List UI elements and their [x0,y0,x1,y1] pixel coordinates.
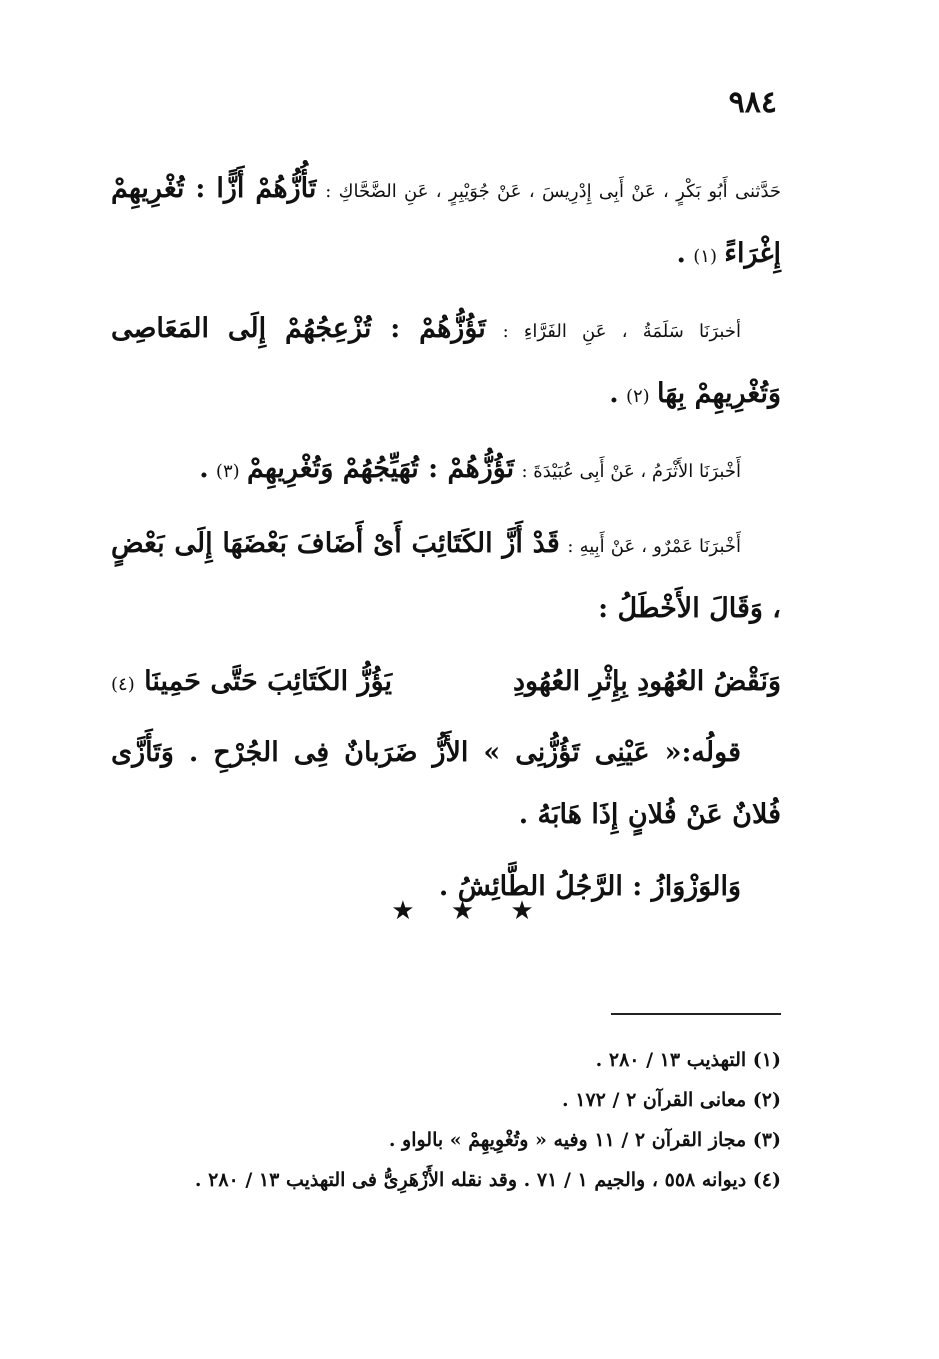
paragraph-dahhak [111,158,781,288]
footnote-ref: (٣) [215,461,240,482]
isnad-chain: أَخْبرَنَا عَمْرٌو ، عَنْ أَبِيهِ : [567,536,741,557]
footnote-item: (١) التهذيب ١٣ / ٢٨٠ . [595,1049,781,1071]
gloss-text: تَؤُزُّهُمْ : تُهَيِّجُهُمْ وَتُغْرِيهِمْ [246,453,515,484]
verse-second-hemistich [111,651,392,716]
paragraph-commentary [111,722,781,846]
page-number: ٩٨٤ [728,85,777,120]
isnad-chain: حَدَّثنى أَبُو بَكْرٍ ، عَنْ أَبِى إِدْرِيسَ ، عَنْ جُوَيْبِرٍ ، عَنِ الضَّحَّاكِ : [325,181,782,202]
paragraph-end: . [199,453,209,484]
footnote-ref: (٤) [111,674,135,695]
footnotes [111,1040,781,1200]
gloss-text: تَؤُزُّهُمْ : تُزْعِجُهُمْ إِلَى المَعَاصِى وَتُغْرِيهِمْ بِهَا [111,313,781,409]
paragraph-farra [111,298,781,428]
footnote-ref: (١) [693,246,717,267]
commentary-text: قولُه:« عَيْنِى تَؤُزُّنِى » الأَزُّ ضَرَبانٌ فِى الجُرْحِ . وَتَأَزَّى فُلانٌ عَنْ فُلانٍ إِذَا هَابَهُ . [111,737,781,830]
paragraph-end: . [609,378,619,409]
footnote-divider [611,1013,781,1015]
verse-second-text: يَؤُزُّ الكَتَائِبَ حَتَّى حَمِينَا [144,666,393,697]
gloss-text: تَأُزُّهُمْ أَزًّا : تُغْرِيهِمْ إِغْرَاءً [111,173,781,269]
gloss-text: قَدْ أَزَّ الكَتَائِبَ أَىْ أَضَافَ بَعْضَهَا إِلَى بَعْضٍ ، وَقَالَ الأَخْطَلُ : [111,528,781,624]
paragraph-end: . [676,238,686,269]
verse-first-hemistich: وَنَقْضُ العُهُودِ بِإِثْرِ العُهُودِ [513,666,781,697]
isnad-chain: أخبرَنَا سَلَمَةُ ، عَنِ الفَرَّاءِ : [502,321,741,342]
footnote-item: (٢) معانى القرآن ٢ / ١٧٢ . [562,1089,781,1111]
footnote-item: (٤) ديوانه ٥٥٨ ، والجيم ١ / ٧١ . وقد نقله الأَزْهَرِىُّ فى التهذيب ١٣ / ٢٨٠ . [194,1169,781,1191]
paragraph-abu-ubayda [111,438,781,503]
footnote-ref: (٢) [625,386,650,407]
main-text [111,158,781,928]
definition-text: وَالوَزْوَازُ : الرَّجُلُ الطَّائِشُ . [438,871,741,902]
footnote-item: (٣) مجاز القرآن ٢ / ١١ وفيه « وتُغْوِيهِمْ » بالواو . [388,1129,781,1151]
poetry-verse [111,651,781,716]
paragraph-amr [111,513,781,641]
section-separator: ★ ★ ★ [391,896,548,926]
isnad-chain: أَخْبرَنَا الأَثْرَمُ ، عَنْ أَبِى عُبَيْدَةَ : [521,461,741,482]
